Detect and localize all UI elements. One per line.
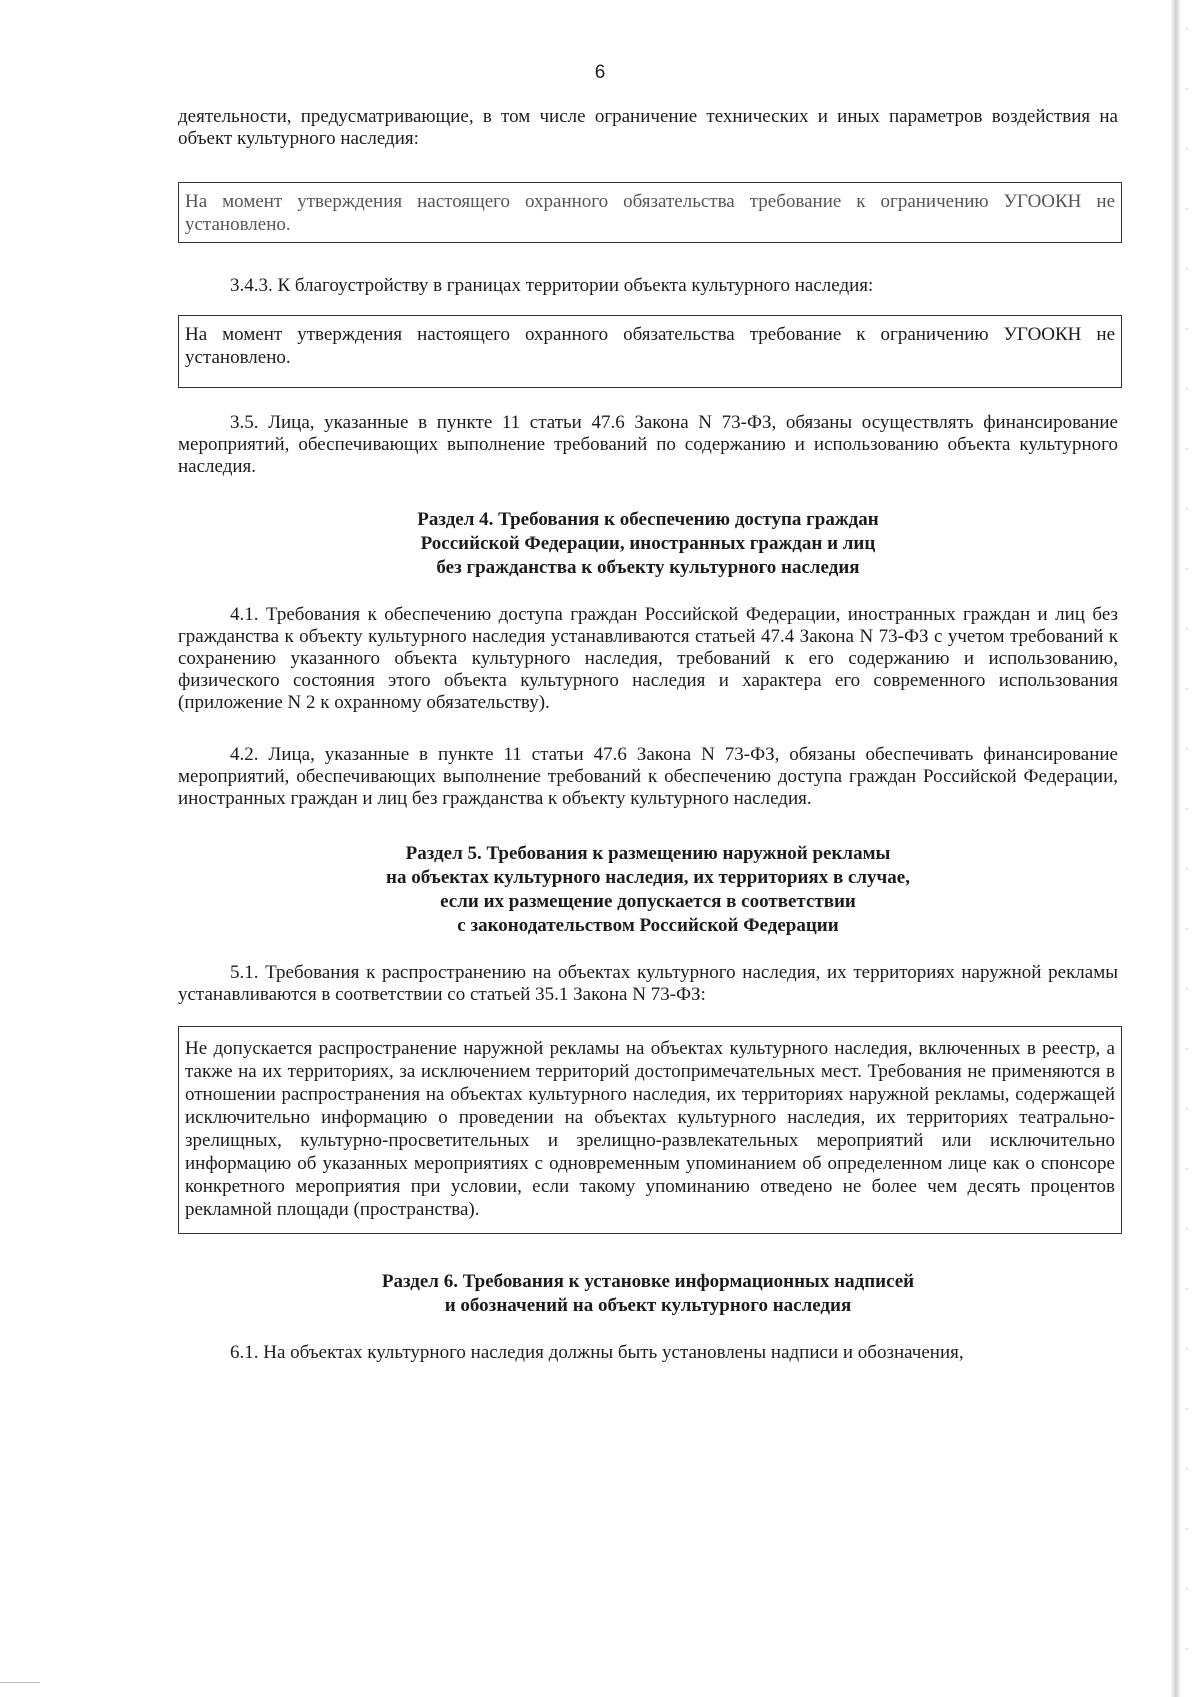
item-6-1: 6.1. На объектах культурного наследия должны быть установлены надписи и обозначения, [230, 1342, 964, 1363]
requirement-box-3 [178, 1026, 1122, 1234]
item-4-2: 4.2. Лица, указанные в пункте 11 статьи 47.6 Закона N 73-ФЗ, обязаны обеспечивать финансирование мероприятий, обеспечивающих выполнение требований к обеспечению доступа граждан Российской Федерации, иностранных граждан и лиц без гражданства к объекту культурного наследия. [178, 744, 1118, 809]
section-6-heading-line: Раздел 6. Требования к установке информационных надписей [381, 1271, 915, 1292]
section-5-heading-line: с законодательством Российской Федерации [457, 915, 839, 936]
section-5-heading-line: если их размещение допускается в соответствии [440, 891, 856, 912]
item-3-5: 3.5. Лица, указанные в пункте 11 статьи 47.6 Закона N 73-ФЗ, обязаны осуществлять финансирование мероприятий, обеспечивающих выполнение требований по содержанию и использованию объекта культурного наследия. [178, 412, 1118, 477]
scan-edge-shadow [1170, 0, 1180, 1697]
requirement-box-1 [178, 182, 1122, 243]
requirement-box-2-text: На момент утверждения настоящего охранного обязательства требование к ограничению УГООКН не установлено. [185, 324, 1115, 368]
requirement-box-3-text: Не допускается распространение наружной рекламы на объектах культурного наследия, включенных в реестр, а также на их территориях, за исключением территорий достопримечательных мест. Требования не применяются в отношении распространения на объектах культурного наследия, их территориях наружной рекламы, содержащей исключительно информацию о проведении на объектах культурного наследия, их территориях театрально-зрелищных, культурно-просветительных и зрелищно-развлекательных мероприятий или исключительно информацию об указанных мероприятиях с одновременным упоминанием об определенном лице как о спонсоре конкретного мероприятия при условии, если такому упоминанию отведено не более чем десять процентов рекламной площади (пространства). [185, 1038, 1115, 1220]
section-4-heading [178, 508, 1118, 580]
scan-edge-marks [1186, 0, 1188, 1697]
section-5-heading-line: на объектах культурного наследия, их территориях в случае, [386, 867, 910, 888]
section-6-heading-line: и обозначений на объект культурного наследия [444, 1295, 852, 1316]
section-5-heading-line: Раздел 5. Требования к размещению наружной рекламы [405, 843, 891, 864]
section-4-heading-line: без гражданства к объекту культурного наследия [436, 557, 860, 578]
item-3-4-3: 3.4.3. К благоустройству в границах территории объекта культурного наследия: [230, 275, 874, 296]
page-number: 6 [594, 62, 606, 83]
item-5-1: 5.1. Требования к распространению на объектах культурного наследия, их территориях наружной рекламы устанавливаются в соответствии со статьей 35.1 Закона N 73-ФЗ: [178, 962, 1118, 1005]
section-6-heading [178, 1270, 1118, 1318]
section-4-heading-line: Российской Федерации, иностранных граждан и лиц [420, 533, 876, 554]
section-4-heading-line: Раздел 4. Требования к обеспечению доступа граждан [417, 509, 879, 530]
requirement-box-2 [178, 315, 1122, 388]
requirement-box-1-text: На момент утверждения настоящего охранного обязательства требование к ограничению УГООКН не установлено. [185, 191, 1115, 235]
scan-corner-mark [0, 1682, 40, 1683]
section-5-heading [178, 842, 1118, 938]
item-4-1: 4.1. Требования к обеспечению доступа граждан Российской Федерации, иностранных граждан и лиц без гражданства к объекту культурного наследия устанавливаются статьей 47.4 Закона N 73-ФЗ с учетом требований к сохранению указанного объекта культурного наследия, требований к его содержанию и использованию, физического состояния этого объекта культурного наследия и характера его современного использования (приложение N 2 к охранному обязательству). [178, 604, 1118, 713]
intro-paragraph: деятельности, предусматривающие, в том числе ограничение технических и иных параметров воздействия на объект культурного наследия: [178, 106, 1118, 149]
document-body [178, 106, 1118, 1364]
